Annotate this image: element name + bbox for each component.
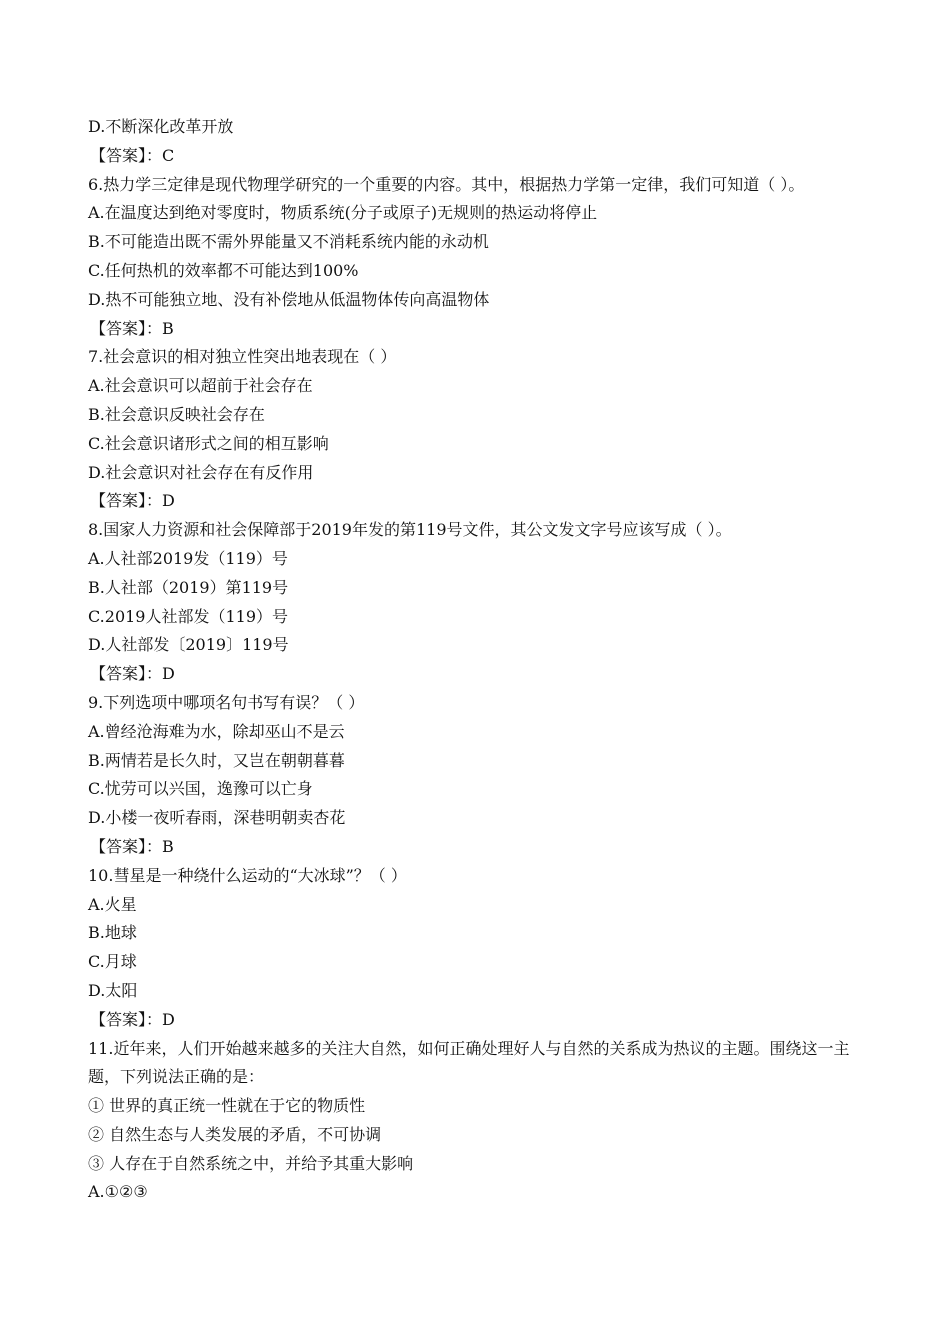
option-line: B.人社部（2019）第119号 — [88, 577, 289, 597]
option-line: D.人社部发〔2019〕119号 — [88, 635, 289, 655]
option-line: D.热不可能独立地、没有补偿地从低温物体传向高温物体 — [88, 289, 490, 309]
option-line: D.社会意识对社会存在有反作用 — [88, 462, 314, 482]
answer-line: 【答案】：C — [90, 145, 175, 165]
question-text: 6.热力学三定律是现代物理学研究的一个重要的内容。其中，根据热力学第一定律，我们可知道（ ）。 — [88, 174, 805, 194]
answer-line: 【答案】：D — [90, 1009, 175, 1029]
option-line: C.2019人社部发（119）号 — [88, 606, 289, 626]
question-text-continued: 题，下列说法正确的是： — [88, 1067, 265, 1087]
question-text: 8.国家人力资源和社会保障部于2019年发的第119号文件，其公文发文字号应该写成（ ）。 — [88, 520, 732, 540]
option-line: ① 世界的真正统一性就在于它的物质性 — [88, 1096, 366, 1116]
option-line: B.不可能造出既不需外界能量又不消耗系统内能的永动机 — [88, 232, 489, 252]
question-text: 10.彗星是一种绕什么运动的“大冰球”？（ ） — [88, 865, 407, 885]
option-line: D.太阳 — [88, 980, 138, 1000]
answer-line: 【答案】：B — [90, 836, 174, 856]
option-line: C.社会意识诸形式之间的相互影响 — [88, 433, 329, 453]
answer-line: 【答案】：D — [90, 491, 175, 511]
option-line: A.①②③ — [88, 1182, 148, 1202]
option-line: A.曾经沧海难为水，除却巫山不是云 — [88, 721, 345, 741]
question-text: 11.近年来，人们开始越来越多的关注大自然，如何正确处理好人与自然的关系成为热议的主题。围绕这一主 — [88, 1038, 850, 1058]
option-line: A.火星 — [88, 894, 137, 914]
option-line: A.社会意识可以超前于社会存在 — [88, 376, 313, 396]
option-line: B.社会意识反映社会存在 — [88, 404, 265, 424]
option-line: D.小楼一夜听春雨，深巷明朝卖杏花 — [88, 808, 346, 828]
option-line: ③ 人存在于自然系统之中，并给予其重大影响 — [88, 1153, 414, 1173]
answer-line: 【答案】：D — [90, 664, 175, 684]
question-text: 7.社会意识的相对独立性突出地表现在（ ） — [88, 347, 397, 367]
question-list — [88, 113, 870, 1207]
option-line: A.人社部2019发（119）号 — [88, 548, 288, 568]
option-line: B.两情若是长久时，又岂在朝朝暮暮 — [88, 750, 345, 770]
option-line: C.任何热机的效率都不可能达到100% — [88, 260, 359, 280]
question-text: 9.下列选项中哪项名句书写有误？（ ） — [88, 692, 365, 712]
option-line: C.忧劳可以兴国，逸豫可以亡身 — [88, 779, 313, 799]
option-line: D.不断深化改革开放 — [88, 117, 234, 136]
option-line: A.在温度达到绝对零度时，物质系统(分子或原子)无规则的热运动将停止 — [88, 203, 598, 223]
option-line: B.地球 — [88, 923, 137, 943]
answer-line: 【答案】：B — [90, 318, 174, 338]
option-line: ② 自然生态与人类发展的矛盾，不可协调 — [88, 1124, 382, 1144]
option-line: C.月球 — [88, 952, 137, 972]
